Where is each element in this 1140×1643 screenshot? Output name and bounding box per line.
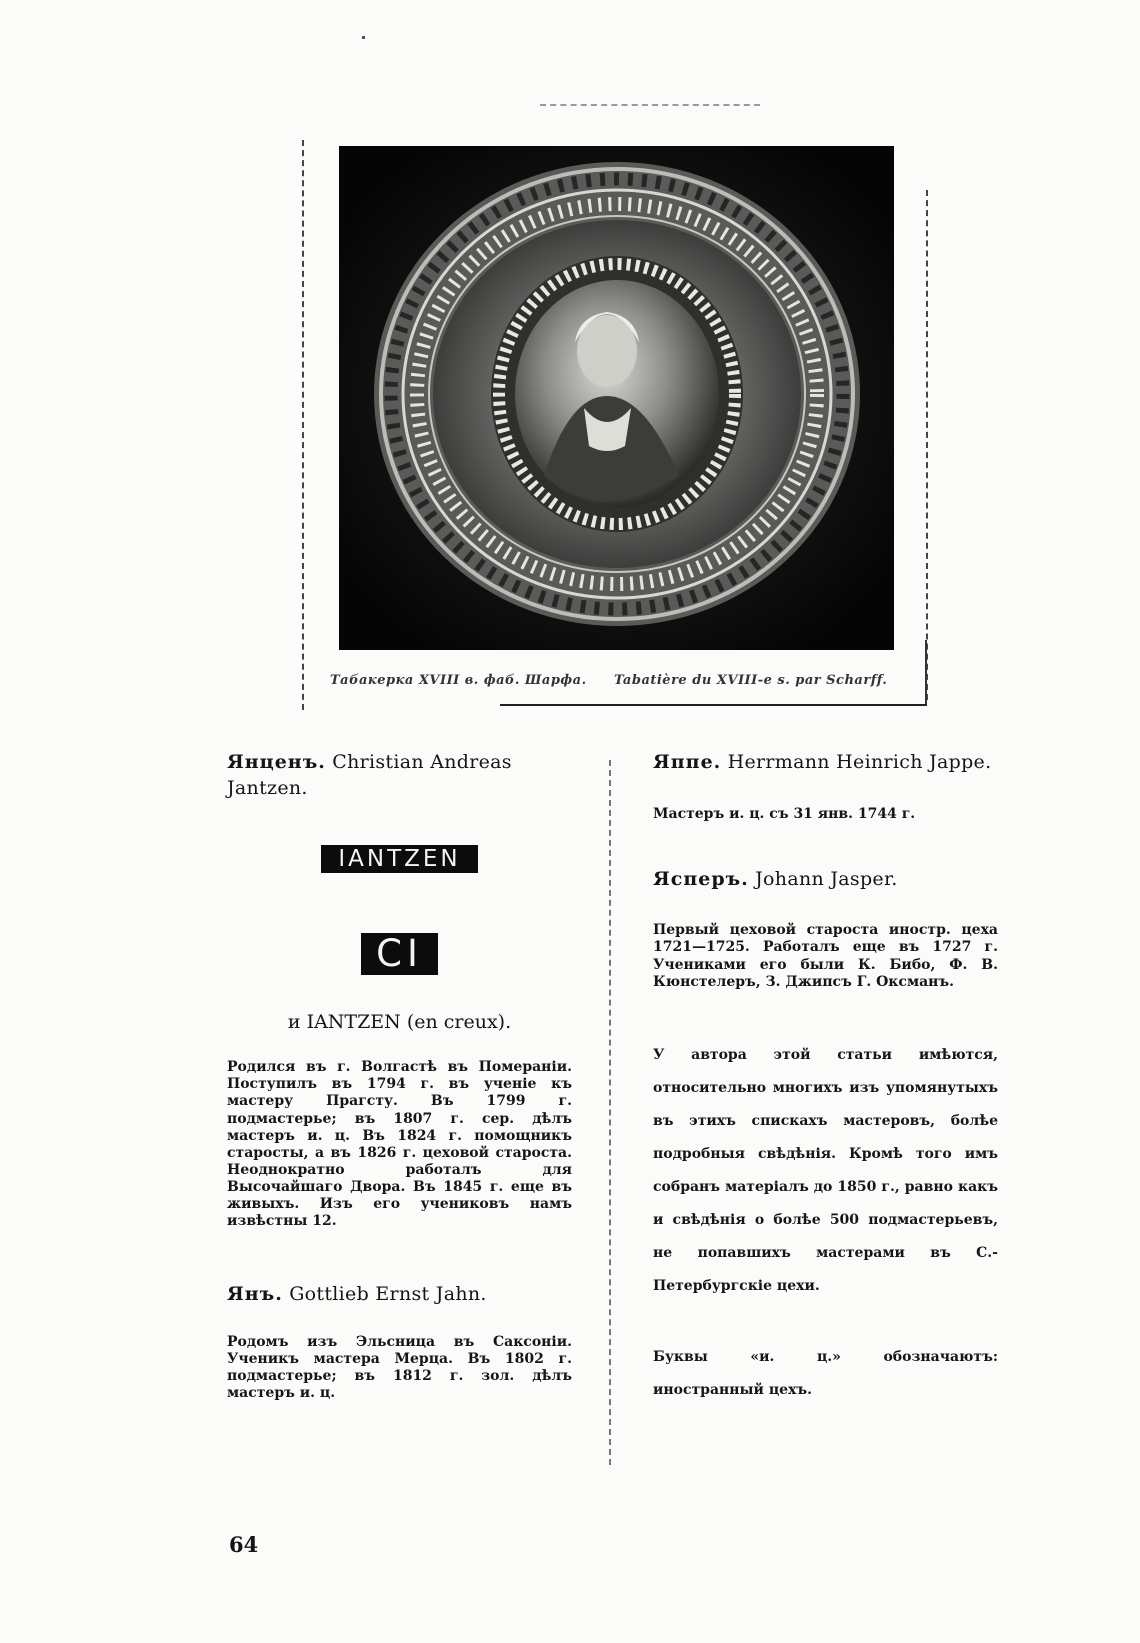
entry-title-jahn <box>227 1282 572 1308</box>
right-column <box>653 750 998 1407</box>
jahn-biography: Родомъ изъ Эльсница въ Саксонiи. Ученикъ мастера Мерца. Въ 1802 г. подмастерье; въ 1812 г. зол. дѣлъ мастеръ и. ц. <box>227 1333 572 1401</box>
jappe-name-lat: Herrmann Heinrich Jappe. <box>727 751 992 773</box>
jahn-name-ru: Янъ. <box>227 1283 283 1306</box>
frame-right-border <box>926 190 928 700</box>
jasper-name-lat: Johann Jasper. <box>755 867 898 890</box>
jantzen-name-ru: Янценъ. <box>227 751 326 773</box>
page-number: 64 <box>229 1532 259 1557</box>
snuffbox-photograph <box>339 146 894 650</box>
jappe-name-ru: Яппе. <box>653 751 722 773</box>
jahn-name-lat: Gottlieb Ernst Jahn. <box>289 1283 487 1306</box>
entry-title-jantzen <box>227 750 572 801</box>
entry-title-jappe <box>653 750 998 776</box>
scan-speck <box>362 36 365 39</box>
hallmark-ci: CI <box>361 933 438 975</box>
scan-dashed-line <box>540 104 760 106</box>
frame-bottom-edge <box>500 704 927 706</box>
entry-title-jasper <box>653 867 998 893</box>
hallmark-caption: и IANTZEN (en creux). <box>287 1011 512 1034</box>
author-note: У автора этой статьи имѣются, относительно многихъ изъ упомянутыхъ въ этихъ спискахъ мастеровъ, болѣе подробныя свѣдѣнiя. Кромѣ того имъ собранъ матерiалъ до 1850 г., равно какъ и свѣдѣнiя о болѣе 500 подмастерьевъ, не попавшихъ мастерами въ С.-Петербургскiе цехи. <box>653 1046 998 1294</box>
left-column <box>227 750 572 1402</box>
hallmark-iantzen: IANTZEN <box>321 845 478 873</box>
jappe-biography: Мастеръ и. ц. съ 31 янв. 1744 г. <box>653 805 916 822</box>
jantzen-biography: Родился въ г. Волгастѣ въ Померанiи. Поступилъ въ 1794 г. въ ученiе къ мастеру Прагсту. Въ 1799 г. подмастерье; въ 1807 г. сер. дѣлъ мастеръ и. ц. Въ 1824 г. помощникъ старосты, а въ 1826 г. цеховой староста. Неоднократно работалъ для Высочайшаго Двора. Въ 1845 г. еще въ живыхъ. Изъ его учениковъ намъ извѣстны 12. <box>227 1059 572 1229</box>
abbreviation-note: Буквы «и. ц.» обозначаютъ: иностранный цехъ. <box>653 1348 998 1398</box>
jantzen-name-lat: Christian Andreas Jantzen. <box>227 751 512 799</box>
jasper-biography: Первый цеховой староста иностр. цеха 1721—1725. Работалъ еще въ 1727 г. Учениками его были К. Бибо, Ф. В. Кюнстелеръ, З. Джипсъ Г. Оксманъ. <box>653 922 998 990</box>
jasper-name-ru: Ясперъ. <box>653 867 749 890</box>
caption-russian: Табакерка XVIII в. фаб. Шарфа. <box>330 673 587 688</box>
caption-french: Tabatière du XVIII-e s. par Scharff. <box>614 673 888 688</box>
frame-left-border <box>302 140 304 710</box>
column-separator <box>609 760 611 1465</box>
frame-right-edge <box>925 640 927 705</box>
